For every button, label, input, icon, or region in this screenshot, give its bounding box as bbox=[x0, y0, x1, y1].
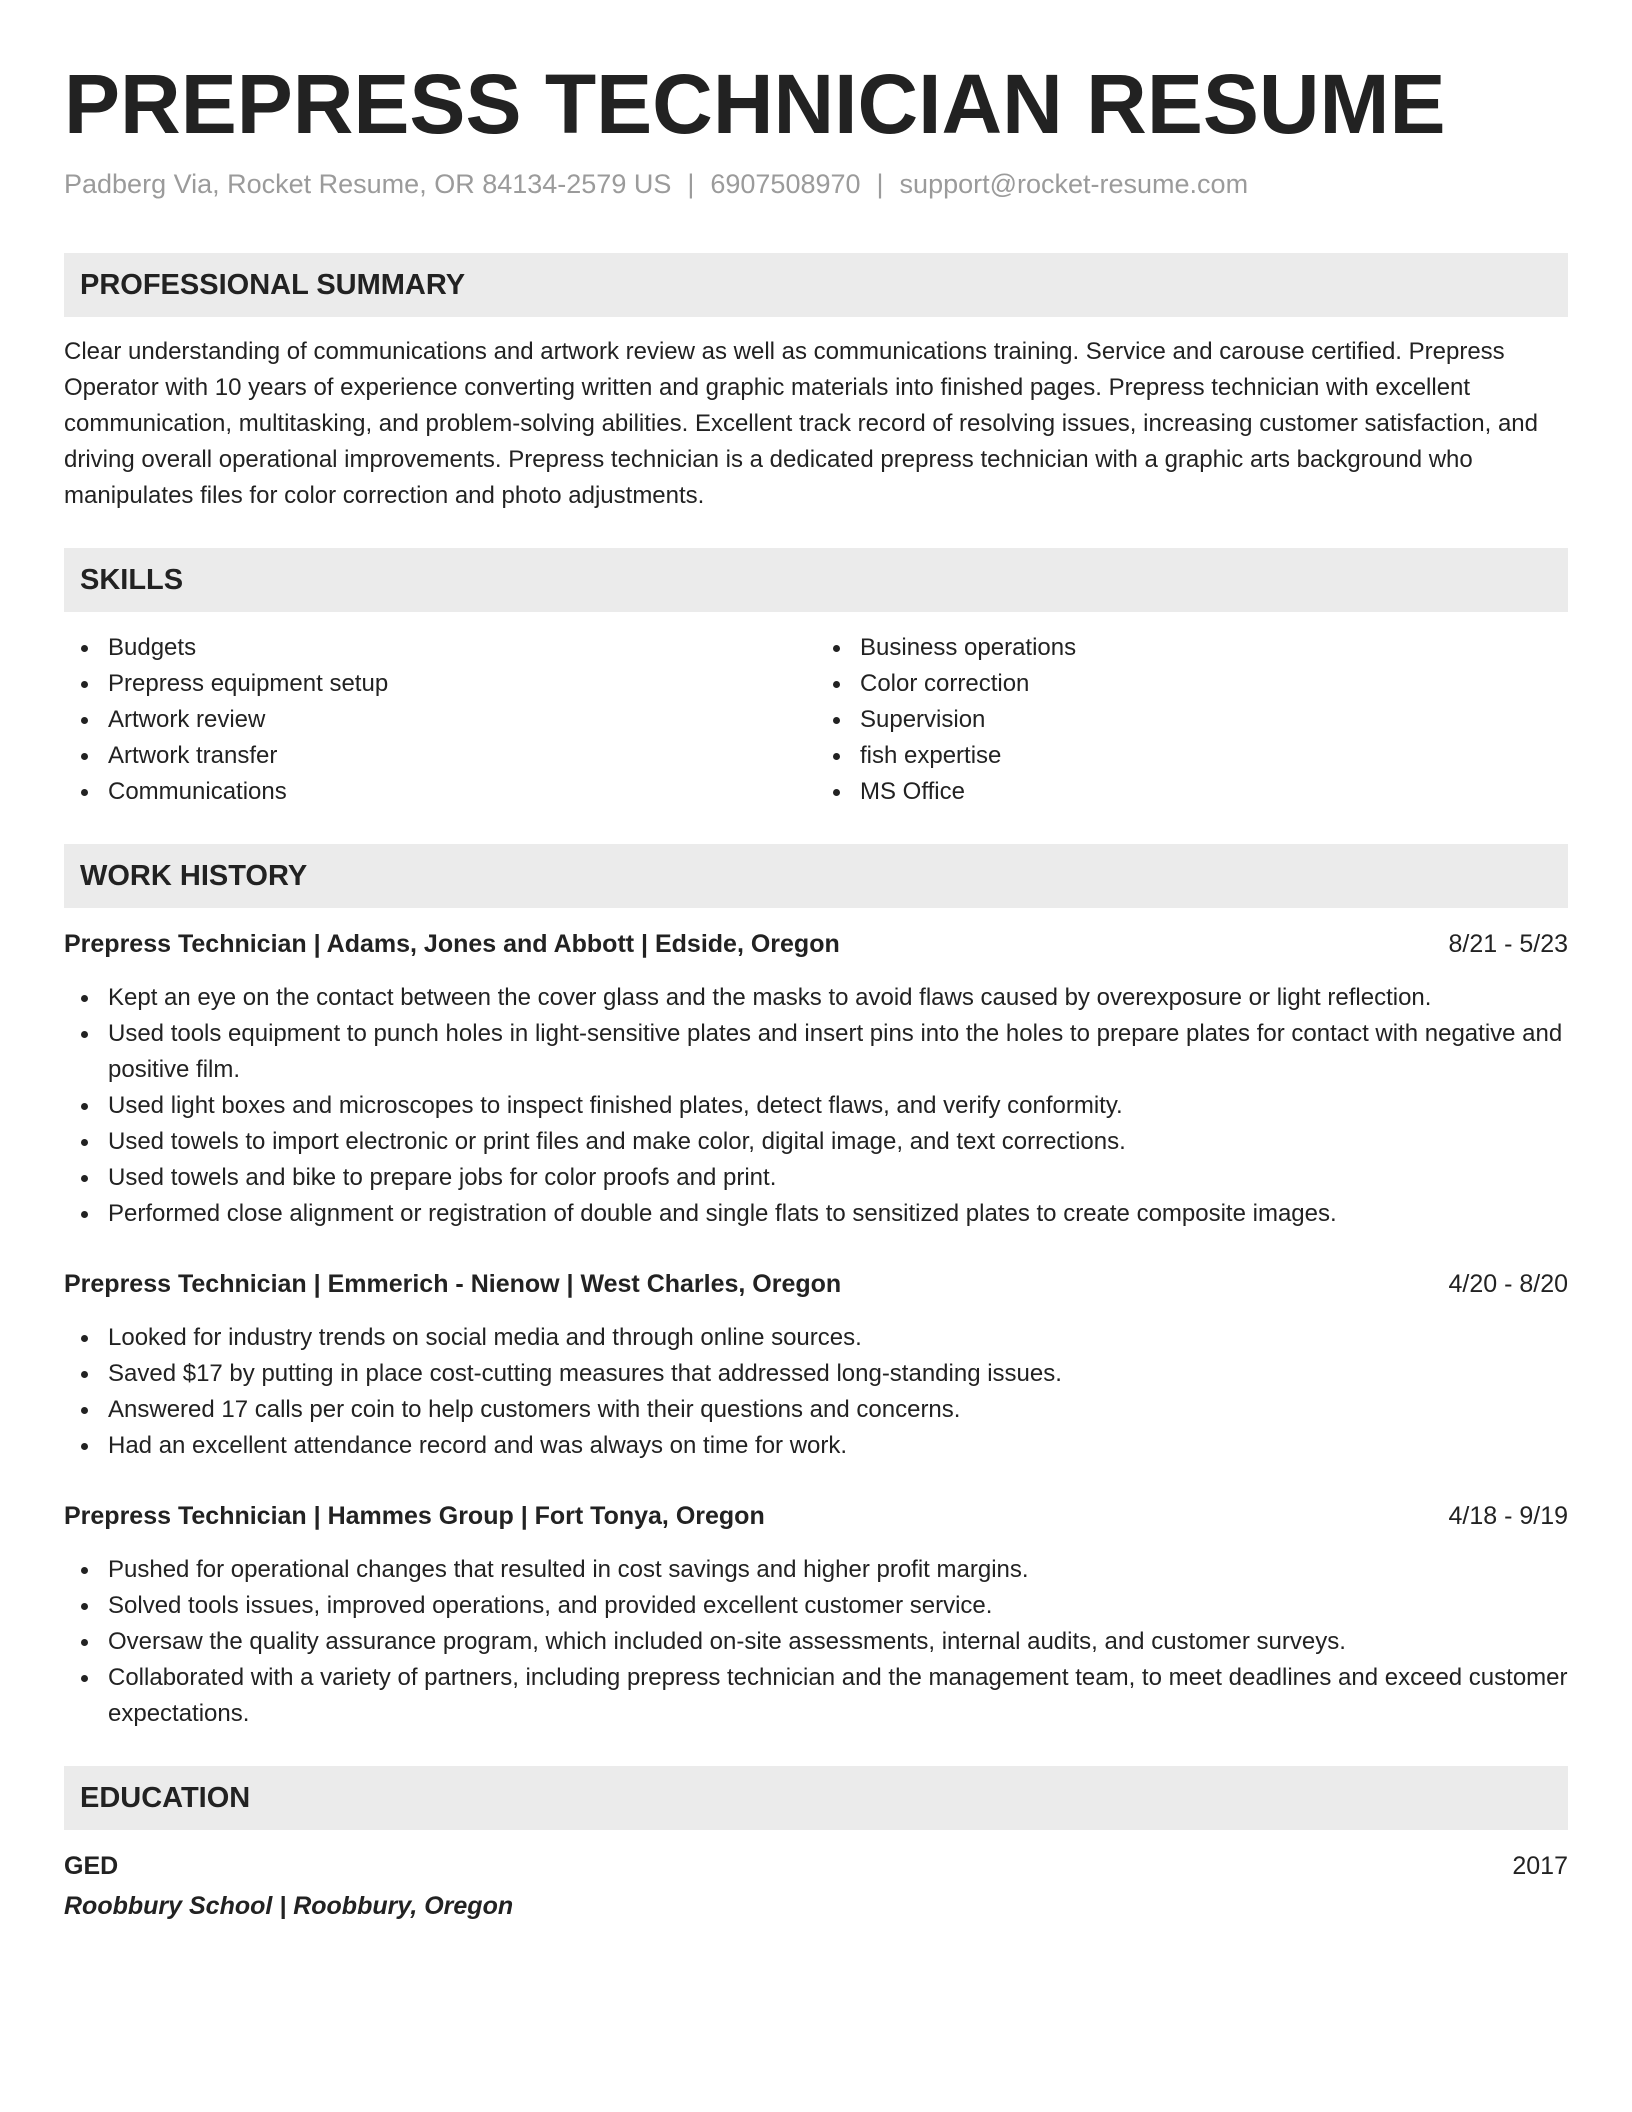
job-bullets bbox=[64, 980, 1568, 1232]
skills-column-left bbox=[64, 630, 816, 810]
skill-item: Budgets bbox=[64, 630, 816, 666]
job-entry bbox=[64, 926, 1568, 1232]
job-bullet: Saved $17 by putting in place cost-cutting measures that addressed long-standing issues. bbox=[64, 1356, 1568, 1392]
contact-phone: 6907508970 bbox=[710, 169, 861, 199]
skill-item: Communications bbox=[64, 774, 816, 810]
job-bullet: Used tools equipment to punch holes in light-sensitive plates and insert pins into the holes to prepare plates for contact with negative and positive film. bbox=[64, 1016, 1568, 1088]
job-bullets bbox=[64, 1320, 1568, 1464]
resume-title: PREPRESS TECHNICIAN RESUME bbox=[64, 57, 1446, 151]
skill-item: Artwork review bbox=[64, 702, 816, 738]
skill-item: Prepress equipment setup bbox=[64, 666, 816, 702]
contact-address: Padberg Via, Rocket Resume, OR 84134-2579 US bbox=[64, 169, 672, 199]
job-bullet: Used towels and bike to prepare jobs for color proofs and print. bbox=[64, 1160, 1568, 1196]
skill-item: Color correction bbox=[816, 666, 1568, 702]
education-entry bbox=[64, 1848, 1568, 1924]
job-bullet: Pushed for operational changes that resulted in cost savings and higher profit margins. bbox=[64, 1552, 1568, 1588]
job-bullet: Collaborated with a variety of partners, including prepress technician and the management team, to meet deadlines and exceed customer expectations. bbox=[64, 1660, 1568, 1732]
education-degree: GED bbox=[64, 1852, 119, 1880]
contact-separator: | bbox=[876, 169, 884, 199]
work-history-heading: WORK HISTORY bbox=[64, 844, 1568, 908]
contact-separator: | bbox=[687, 169, 695, 199]
education-school: Roobbury School | Roobbury, Oregon bbox=[64, 1892, 514, 1920]
job-bullets bbox=[64, 1552, 1568, 1732]
skills-column-right bbox=[816, 630, 1568, 810]
contact-line bbox=[64, 166, 1568, 202]
job-dates: 8/21 - 5/23 bbox=[1448, 930, 1568, 958]
skill-item: Artwork transfer bbox=[64, 738, 816, 774]
education-year: 2017 bbox=[1512, 1852, 1568, 1880]
job-bullet: Kept an eye on the contact between the cover glass and the masks to avoid flaws caused by overexposure or light reflection. bbox=[64, 980, 1568, 1016]
skill-item: Business operations bbox=[816, 630, 1568, 666]
skill-item: MS Office bbox=[816, 774, 1568, 810]
summary-text: Clear understanding of communications and artwork review as well as communications training. Service and carouse certified. Prepress Operator with 10 years of experience converting written and graphic materials into finished pages. Prepress technician with excellent communication, multitasking, and problem-solving abilities. Excellent track record of resolving issues, increasing customer satisfaction, and driving overall operational improvements. Prepress technician is a dedicated prepress technician with a graphic arts background who manipulates files for color correction and photo adjustments. bbox=[64, 338, 1538, 509]
job-bullet: Oversaw the quality assurance program, which included on-site assessments, internal audits, and customer surveys. bbox=[64, 1624, 1568, 1660]
job-title: Prepress Technician | Hammes Group | Fort Tonya, Oregon bbox=[64, 1502, 765, 1530]
job-dates: 4/20 - 8/20 bbox=[1448, 1270, 1568, 1298]
contact-email[interactable]: support@rocket-resume.com bbox=[899, 169, 1249, 199]
skills-heading: SKILLS bbox=[64, 548, 1568, 612]
job-entry bbox=[64, 1266, 1568, 1464]
job-title: Prepress Technician | Adams, Jones and Abbott | Edside, Oregon bbox=[64, 930, 840, 958]
job-bullet: Looked for industry trends on social media and through online sources. bbox=[64, 1320, 1568, 1356]
summary-heading: PROFESSIONAL SUMMARY bbox=[64, 253, 1568, 317]
job-bullet: Had an excellent attendance record and was always on time for work. bbox=[64, 1428, 1568, 1464]
skill-item: fish expertise bbox=[816, 738, 1568, 774]
job-entry bbox=[64, 1498, 1568, 1732]
job-bullet: Solved tools issues, improved operations, and provided excellent customer service. bbox=[64, 1588, 1568, 1624]
skill-item: Supervision bbox=[816, 702, 1568, 738]
job-bullet: Performed close alignment or registration of double and single flats to sensitized plates to create composite images. bbox=[64, 1196, 1568, 1232]
job-bullet: Used towels to import electronic or print files and make color, digital image, and text corrections. bbox=[64, 1124, 1568, 1160]
skills-list bbox=[64, 630, 1568, 810]
job-bullet: Answered 17 calls per coin to help customers with their questions and concerns. bbox=[64, 1392, 1568, 1428]
job-bullet: Used light boxes and microscopes to inspect finished plates, detect flaws, and verify conformity. bbox=[64, 1088, 1568, 1124]
job-dates: 4/18 - 9/19 bbox=[1448, 1502, 1568, 1530]
education-heading: EDUCATION bbox=[64, 1766, 1568, 1830]
job-title: Prepress Technician | Emmerich - Nienow | West Charles, Oregon bbox=[64, 1270, 842, 1298]
